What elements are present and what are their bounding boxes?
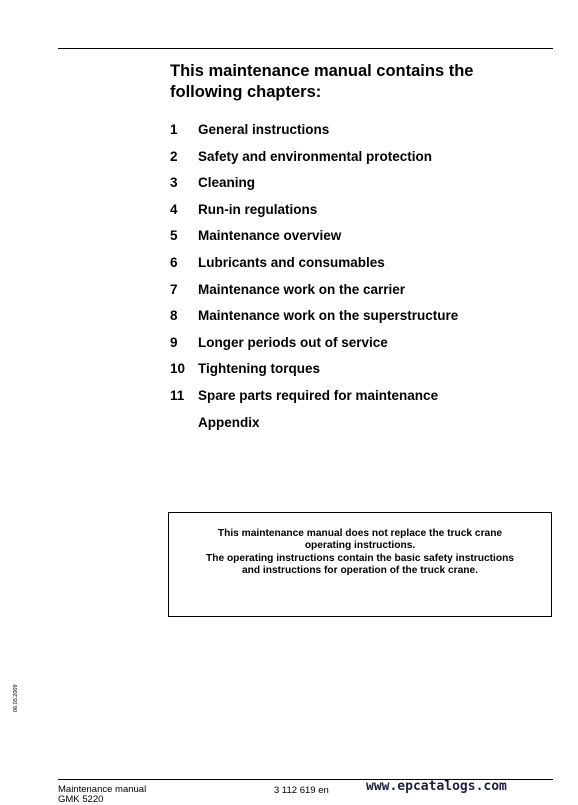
chapter-number: 2 [170,148,178,164]
chapter-number: 9 [170,334,178,350]
notice-box [168,512,552,617]
side-date-stamp: 06.05.2009 [13,684,19,712]
chapter-title: Spare parts required for maintenance [198,387,439,403]
notice-line: operating instructions. [304,540,416,552]
chapter-title: Lubricants and consumables [198,254,385,270]
chapter-number: 10 [170,361,186,377]
notice-line: and instructions for operation of the truck crane. [241,564,479,576]
chapter-number: 6 [170,254,178,270]
chapter-number: 8 [170,308,178,324]
chapter-title: Cleaning [198,175,256,191]
chapter-title: Tightening torques [198,361,320,377]
chapter-title: Safety and environmental protection [198,148,433,164]
chapter-title: General instructions [198,122,330,137]
chapter-title: Run-in regulations [198,201,318,217]
notice-line: The operating instructions contain the basic safety instructions [206,552,514,564]
footer-document-info [58,785,146,805]
watermark-url: www.epcatalogs.com [366,779,507,794]
chapter-number: 7 [170,281,178,297]
top-divider [58,48,553,49]
chapter-title: Maintenance work on the superstructure [198,308,459,324]
notice-line: This maintenance manual does not replace the truck crane [217,528,503,539]
chapter-number: 4 [170,201,178,217]
chapter-number: 5 [170,228,178,244]
chapter-title: Longer periods out of service [198,334,388,350]
chapter-number: 11 [170,387,185,403]
chapter-number: 1 [170,122,178,137]
chapter-number: 3 [170,175,178,191]
chapter-title: Maintenance work on the carrier [198,281,406,297]
chapter-title: Maintenance overview [198,228,342,244]
footer-document-code: 3 112 619 en [274,785,329,796]
chapter-title: Appendix [198,414,260,430]
page-heading: This maintenance manual contains the following chapters: [170,62,474,101]
footer-doc-type: Maintenance manual [58,784,147,795]
footer-model: GMK 5220 [58,794,104,805]
